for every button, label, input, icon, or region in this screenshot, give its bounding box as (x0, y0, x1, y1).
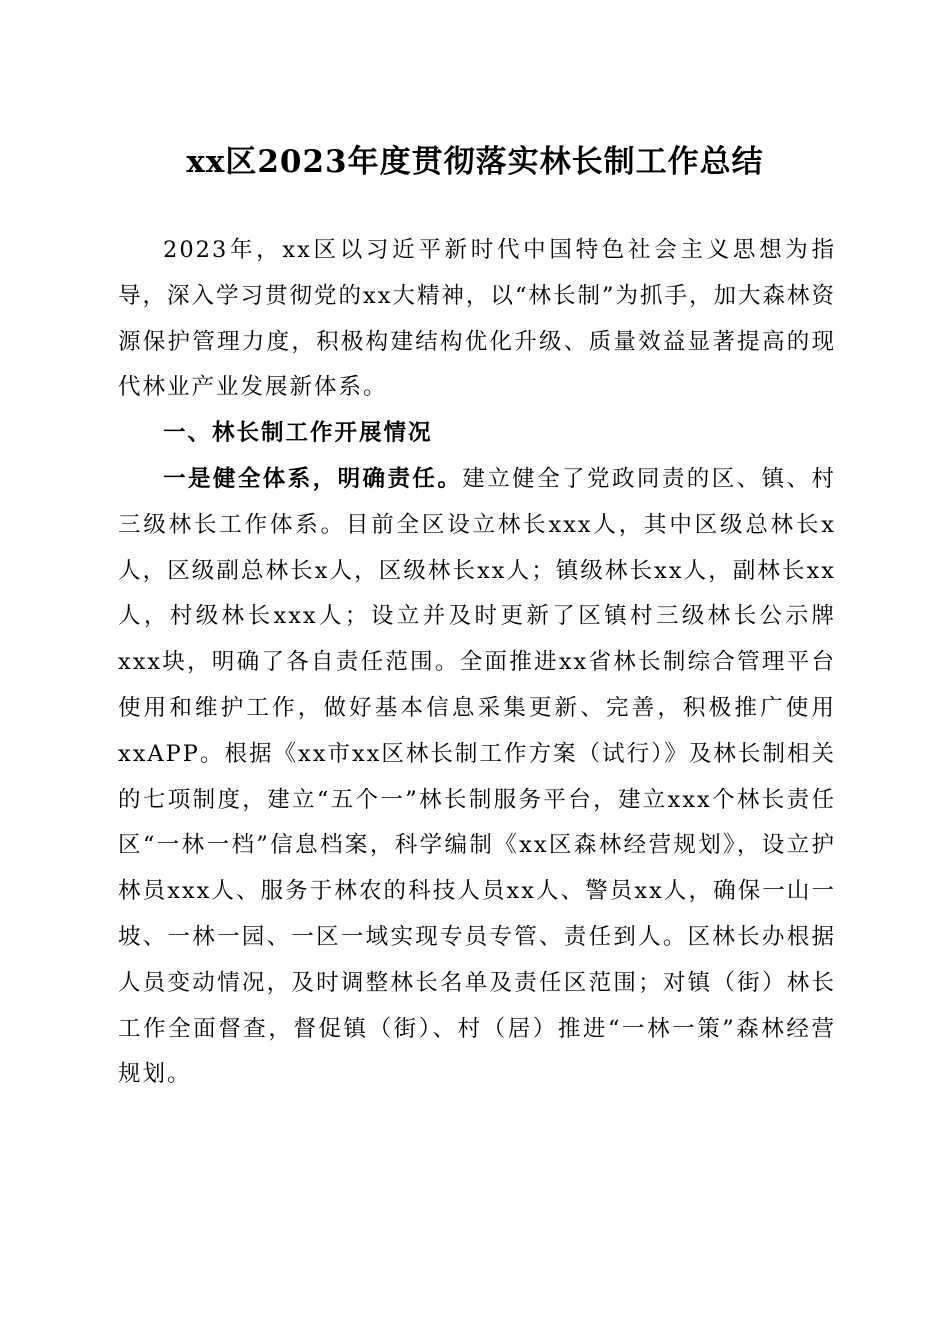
section-heading: 一、林长制工作开展情况 (163, 420, 433, 447)
body-paragraph (118, 457, 836, 1098)
document-body (118, 228, 836, 1098)
intro-paragraph: 2023年，xx区以习近平新时代中国特色社会主义思想为指导，深入学习贯彻党的xx大精神，以“林长制”为抓手，加大森林资源保护管理力度，积极构建结构优化升级、质量效益显著提高的现代林业产业发展新体系。 (118, 237, 836, 401)
document-title: xx区2023年度贯彻落实林长制工作总结 (186, 144, 764, 180)
paragraph-text: 建立健全了党政同责的区、镇、村三级林长工作体系。目前全区设立林长xxx人，其中区级总林长x人，区级副总林长x人，区级林长xx人；镇级林长xx人，副林长xx人，村级林长xxx人；设立并及时更新了区镇村三级林长公示牌xxx块，明确了各自责任范围。全面推进xx省林长制综合管理平台使用和维护工作，做好基本信息采集更新、完善，积极推广使用xxAPP。根据《xx市xx区林长制工作方案（试行）》及林长制相关的七项制度，建立“五个一”林长制服务平台，建立xxx个林长责任区“一林一档”信息档案，科学编制《xx区森林经营规划》，设立护林员xxx人、服务于林农的科技人员xx人、警员xx人，确保一山一坡、一林一园、一区一域实现专员专管、责任到人。区林长办根据人员变动情况，及时调整林长名单及责任区范围；对镇（街）林长工作全面督查，督促镇（街）、村（居）推进“一林一策”森林经营规划。 (118, 465, 836, 1088)
paragraph-lead: 一是健全体系，明确责任。 (163, 465, 463, 492)
